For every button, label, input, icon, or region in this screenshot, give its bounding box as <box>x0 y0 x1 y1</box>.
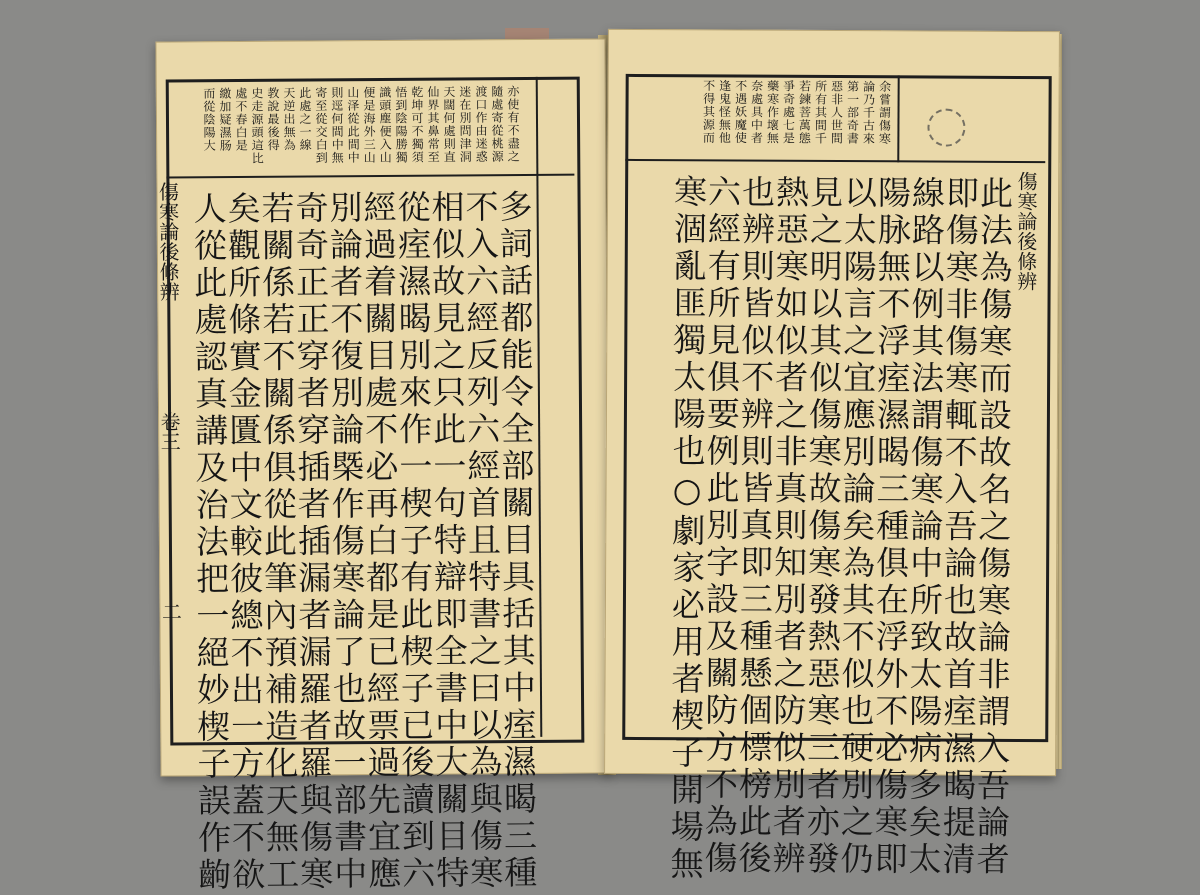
text-column: 寒涸亂匪獨太陽也○劇家必用者楔子開場無 <box>665 174 709 884</box>
faded-heading-mark <box>927 108 965 146</box>
note-column: 便是海外三山 <box>361 86 377 165</box>
text-column: 即傷寒非傷寒輒不入吾論也故首痓濕暍提清 <box>937 175 981 879</box>
note-column: 若鍊菩萬態 <box>797 79 812 145</box>
right-note-block <box>608 29 1060 146</box>
note-column: 仙界其鼻常至 <box>425 85 441 164</box>
note-column: 渡口作由迷惑 <box>473 85 489 164</box>
text-column: 也辨則皆似不辨則皆真即三種懸個標榜此後 <box>733 174 777 878</box>
text-column: 經過着關目處不必再白都是已經票過先宜應 <box>358 189 403 894</box>
note-column: 識頭塵便入山 <box>377 85 393 165</box>
text-column: 從痓濕暍別來作一楔子有此楔子已後讀到六 <box>392 189 437 893</box>
folio-number: 二 <box>158 601 183 622</box>
note-column: 教說最後得 <box>265 86 281 152</box>
note-column: 天闊何處則直 <box>441 85 457 164</box>
text-column: 不入六經反列六經首且特書之曰以為與傷寒 <box>460 189 505 893</box>
note-column: 而從陰陽大 <box>201 87 217 153</box>
note-column: 所有其間千 <box>813 79 828 145</box>
running-title: 傷寒論後條辨 <box>155 181 181 302</box>
text-column: 以太陽言之宜應別論矣為其不似也硬別之仍 <box>835 175 879 879</box>
text-column: 相似故見之只此一句特辯即全書中大關目特 <box>426 189 471 893</box>
text-column: 熱惡寒如似者之非真則知別者之防似別者辨 <box>767 174 811 878</box>
note-column: 惡非人世間 <box>829 79 844 146</box>
text-column: 見之明以其似傷寒故傷寒發熱惡寒三者亦發 <box>801 174 845 879</box>
note-column: 不得其源而 <box>701 79 716 145</box>
note-column: 此處之一線 <box>297 86 313 152</box>
text-column: 別論者不復別論槩作傷寒論了也故一部書中 <box>324 190 369 894</box>
left-page <box>155 38 610 895</box>
note-column: 奈處具中者 <box>749 79 764 145</box>
note-column: 寄至從交白到 <box>313 86 329 165</box>
note-column: 乾坤可不獨須 <box>409 85 425 164</box>
note-column: 逢鬼怪無他 <box>717 79 732 145</box>
text-column: 矣觀所條實金匱中文較彼總不出一方蓋不欲 <box>222 190 267 895</box>
note-column: 山泽從此間中 <box>345 86 361 165</box>
text-column: 六經有所見俱要例此別字設及關防方不為傷 <box>699 174 743 878</box>
note-column: 論乃千古來 <box>861 80 876 146</box>
note-column: 悟到陰陽勝獨 <box>393 85 409 164</box>
text-column: 陽脉無不浮痓濕暍三種俱在浮外不必傷寒即 <box>869 175 913 879</box>
note-column: 不遇妖魔使 <box>733 79 748 145</box>
note-column: 余嘗謂傷寒 <box>877 80 892 146</box>
note-column: 繳加疑濕肠 <box>217 87 233 153</box>
note-column: 隨處寄從桃源 <box>489 85 505 164</box>
note-column: 第一部奇書 <box>845 80 860 146</box>
text-column: 若關係若不關係俱從此筆內預補造化天無工 <box>256 190 301 894</box>
note-column: 則逕何間中無 <box>329 86 345 165</box>
text-column: 此法為傷寒而設故名之傷寒論非謂入吾論者 <box>971 175 1015 879</box>
note-column: 藥寒作壞無 <box>765 79 780 145</box>
left-note-block <box>155 38 605 165</box>
note-column: 爭奇處七是 <box>781 79 796 145</box>
right-page <box>604 29 1060 884</box>
chapter-marker: 卷三 <box>157 411 182 452</box>
note-column: 處不春白是 <box>233 86 249 153</box>
text-column: 人從此處認真講及治法把一絕妙楔子誤作齣 <box>188 191 233 895</box>
note-column: 史走源頭這比 <box>249 86 265 165</box>
note-column: 亦使有不盡之 <box>505 85 521 164</box>
right-running-title: 傷寒論後條辨 <box>1013 170 1039 292</box>
text-column: 奇奇正正穿者穿插者插漏者漏羅者羅與傷寒 <box>290 190 335 894</box>
text-column: 線路以例其法謂傷寒論中所致太陽病多矣太 <box>903 175 947 879</box>
note-column: 迷在別問津洞 <box>457 85 473 164</box>
text-column: 多詞話都能令全部關目具括其中痓濕暍三種 <box>494 188 539 893</box>
note-column: 天逆出無為 <box>281 86 297 152</box>
